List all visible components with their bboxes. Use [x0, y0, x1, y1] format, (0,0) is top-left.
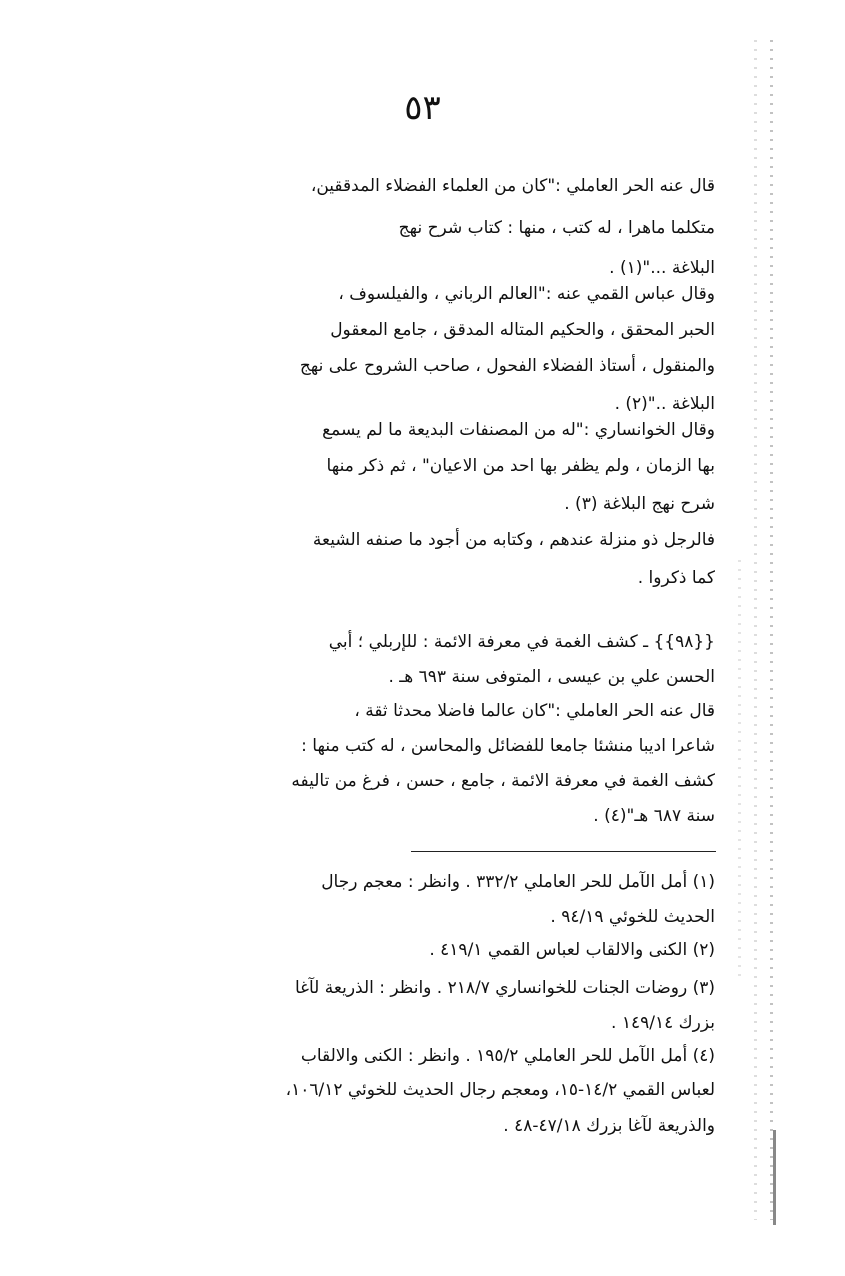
- scan-margin-artifact: [754, 40, 757, 1220]
- body-line: البلاغة .."(٢) .: [614, 394, 715, 414]
- footnote-line: (١) أمل الآمل للحر العاملي ٣٣٢/٢ . وانظر : معجم رجال: [321, 872, 715, 892]
- body-line: البلاغة ..."(١) .: [609, 258, 715, 278]
- entry-line: شاعرا اديبا منشئا جامعا للفضائل والمحاسن ، له كتب منها :: [301, 736, 715, 756]
- footnote-line: بزرك ١٤٩/١٤ .: [611, 1013, 715, 1033]
- entry-line: قال عنه الحر العاملي :"كان عالما فاضلا محدثا ثقة ،: [354, 701, 715, 721]
- footnote-line: والذريعة لآغا بزرك ٤٧/١٨-٤٨ .: [503, 1116, 715, 1136]
- body-line: وقال الخوانساري :"له من المصنفات البديعة ما لم يسمع: [322, 420, 715, 440]
- body-line: والمنقول ، أستاذ الفضلاء الفحول ، صاحب الشروح على نهج: [299, 356, 715, 376]
- page-number: ٥٣: [404, 88, 441, 128]
- footnote-line: الحديث للخوئي ٩٤/١٩ .: [550, 907, 715, 927]
- body-line: كما ذكروا .: [637, 568, 715, 588]
- body-line: الحبر المحقق ، والحكيم المتاله المدقق ، جامع المعقول: [330, 320, 715, 340]
- footnote-line: (٢) الكنى والالقاب لعباس القمي ٤١٩/١ .: [429, 940, 715, 960]
- entry-line: كشف الغمة في معرفة الائمة ، جامع ، حسن ، فرغ من تاليفه: [291, 771, 715, 791]
- body-line: فالرجل ذو منزلة عندهم ، وكتابه من أجود ما صنفه الشيعة: [312, 530, 715, 550]
- scan-margin-bar: [773, 1130, 776, 1225]
- scan-margin-artifact: [738, 560, 741, 980]
- entry-line: سنة ٦٨٧ هـ"(٤) .: [593, 806, 715, 826]
- entry-line: الحسن علي بن عيسى ، المتوفى سنة ٦٩٣ هـ .: [388, 667, 715, 687]
- entry-line: {{٩٨}} ـ كشف الغمة في معرفة الائمة : للإربلي ؛ أبي: [328, 632, 715, 652]
- body-line: متكلما ماهرا ، له كتب ، منها : كتاب شرح نهج: [398, 218, 715, 238]
- body-line: قال عنه الحر العاملي :"كان من العلماء الفضلاء المدققين،: [310, 176, 715, 196]
- body-line: شرح نهج البلاغة (٣) .: [564, 494, 715, 514]
- footnote-line: (٣) روضات الجنات للخوانساري ٢١٨/٧ . وانظر : الذريعة لآغا: [294, 978, 715, 998]
- scan-margin-artifact: [770, 40, 773, 1220]
- body-line: وقال عباس القمي عنه :"العالم الرباني ، والفيلسوف ،: [338, 284, 715, 304]
- footnote-divider: [411, 851, 716, 852]
- body-line: بها الزمان ، ولم يظفر بها احد من الاعيان" ، ثم ذكر منها: [326, 456, 715, 476]
- footnote-line: (٤) أمل الآمل للحر العاملي ١٩٥/٢ . وانظر : الكنى والالقاب: [300, 1046, 715, 1066]
- footnote-line: لعباس القمي ١٤/٢-١٥، ومعجم رجال الحديث للخوئي ١٠٦/١٢،: [285, 1080, 715, 1100]
